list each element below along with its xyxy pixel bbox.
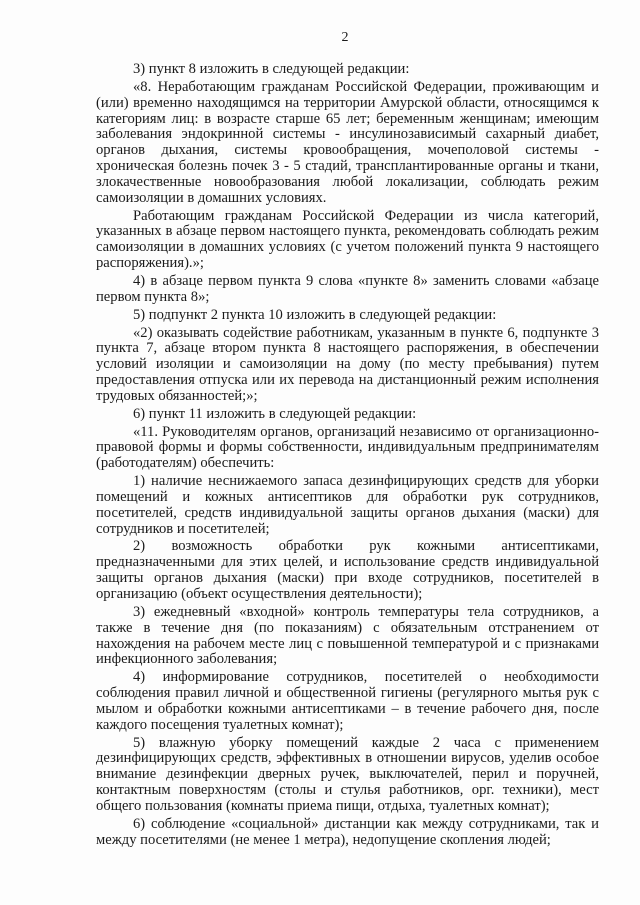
document-body [96, 62, 599, 849]
page-number: 2 [341, 30, 349, 45]
paragraph-item-3-intro: 3) пункт 8 изложить в следующей редакции: [133, 61, 410, 77]
paragraph-subclause-2: «2) оказывать содействие работникам, указанным в пункте 6, подпункте 3 пункта 7, абзаце втором пункта 8 настоящего распоряжения, в обеспечении условий изоляции и самоизоляции на дому (по месту пребывания) путем предоставления отпуска или их перевода на дистанционный режим исполнения трудовых обязанностей;»; [96, 324, 599, 404]
paragraph-item-5-intro: 5) подпункт 2 пункта 10 изложить в следующей редакции: [133, 306, 497, 323]
paragraph-clause-11-item-5: 5) влажную уборку помещений каждые 2 часа с применением дезинфицирующих средств, эффективных в отношении вирусов, уделив особое внимание дезинфекции дверных ручек, выключателей, перил и поручней, контактным поверхностям (столы и стулья работников, орг. техники), мест общего пользования (комнаты приема пищи, отдыха, туалетных комнат); [96, 734, 599, 814]
paragraph-clause-11-item-4: 4) информирование сотрудников, посетителей о необходимости соблюдения правил личной и общественной гигиены (регулярного мытья рук с мылом и обработки кожными антисептиками – в течение рабочего дня, после каждого посещения туалетных комнат); [96, 669, 599, 733]
paragraph-item-4: 4) в абзаце первом пункта 9 слова «пункте 8» заменить словами «абзаце первом пункта 8»; [96, 272, 599, 305]
paragraph-clause-8: «8. Неработающим гражданам Российской Федерации, проживающим и (или) временно находящимся на территории Амурской области, относящимся к категориям лиц: в возрасте старше 65 лет; беременным женщинам; имеющим заболевания эндокринной системы - инсулинозависимый сахарный диабет, органов дыхания, системы кровообращения, мочеполовой системы - хроническая болезнь почек 3 - 5 стадий, трансплантированные органы и ткани, злокачественные новообразования любой локализации, соблюдать режим самоизоляции в домашних условиях. [96, 78, 599, 206]
paragraph-clause-11-item-1: 1) наличие неснижаемого запаса дезинфицирующих средств для уборки помещений и кожных антисептиков для обработки рук сотрудников, посетителей, средств индивидуальной защиты органов дыхания (маски) для сотрудников и посетителей; [96, 473, 599, 537]
paragraph-clause-11-item-6: 6) соблюдение «социальной» дистанции как между сотрудниками, так и между посетителями (не менее 1 метра), недопущение скопления людей; [96, 815, 599, 848]
paragraph-clause-8-working-citizens: Работающим гражданам Российской Федерации из числа категорий, указанных в абзаце первом настоящего пункта, рекомендовать соблюдать режим самоизоляции в домашних условиях (с учетом положений пункта 9 настоящего распоряжения).»; [96, 207, 599, 272]
paragraph-clause-11: «11. Руководителям органов, организаций независимо от организационно-правовой формы и формы собственности, индивидуальным предпринимателям (работодателям) обеспечить: [96, 423, 599, 472]
paragraph-clause-11-item-3: 3) ежедневный «входной» контроль температуры тела сотрудников, а также в течение дня (по показаниям) с обязательным отстранением от нахождения на рабочем месте лиц с повышенной температурой и с признаками инфекционного заболевания; [96, 603, 599, 668]
paragraph-item-6-intro: 6) пункт 11 изложить в следующей редакции: [133, 405, 417, 422]
paragraph-clause-11-item-2: 2) возможность обработки рук кожными антисептиками, предназначенными для этих целей, и использование средств индивидуальной защиты органов дыхания (маски) при входе сотрудников, посетителей в организацию (объект осуществления деятельности); [96, 538, 599, 602]
